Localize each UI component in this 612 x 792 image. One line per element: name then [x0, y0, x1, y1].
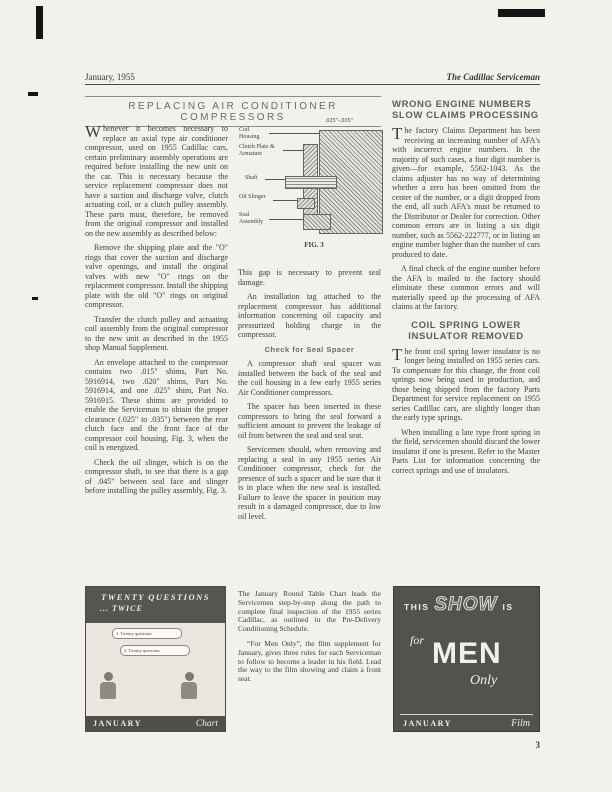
speech-bubble: 2. Twenty questions — [120, 645, 190, 656]
main-article-column-2 — [238, 268, 381, 526]
figure-dimension-label: .025"-.035" — [325, 118, 353, 124]
promo-left-footer-type: Chart — [195, 718, 218, 729]
promo-left-header-line2: ... TWICE — [100, 604, 143, 613]
scan-artifact — [32, 297, 38, 300]
article-subheading: Check for Seal Spacer — [264, 344, 355, 354]
promo-right-headline — [394, 587, 539, 616]
figure-label-coil-housing: Coil Housing — [239, 127, 260, 140]
figure-seal-assembly-shape — [303, 214, 331, 230]
figure-caption: FIG. 3 — [304, 241, 324, 249]
figure-label-oil-slinger: Oil Slinger — [239, 194, 266, 200]
article-paragraph: A compressor shaft seal spacer was installed between the back of the seal and the coil housing in a few early 1955 series Air Conditioner compressors. — [238, 359, 381, 397]
right-column — [392, 99, 540, 480]
publication-title: The Cadillac Serviceman — [446, 72, 540, 82]
promo-paragraph: The January Round Table Chart leads the Servicemen step-by-step along the path to complete final inspection of the 1955 series Cadillac, as outlined in the Pre-Delivery Conditioning Schedule. — [238, 589, 381, 634]
article-paragraph: Transfer the clutch pulley and actuating coil assembly from the original compressor to the new unit as described in the 1955 shop Manual Supplement. — [85, 314, 228, 352]
promo-right-word-show: SHOW — [434, 594, 498, 615]
cartoon-person — [181, 672, 197, 699]
article-paragraph: An envelope attached to the compressor contains two .015" shims, Part No. 5916914, two .020" shims, Part No. 5916914, and one .025" shim, Part No. 5916915. These shims are provided to enable the Serviceman to obtain the proper clearance (.025" to .035") between the rear clutch face and the front face of the compressor coil housing, Fig. 3, when the coil is energized. — [85, 357, 228, 452]
article-paragraph: Remove the shipping plate and the "O" rings that cover the suction and discharge valve openings, and install the original valves with new "O" rings on the replacement compressor. Install the shipping plate with the old "O" rings on original compressor. — [85, 243, 228, 309]
article-paragraph: An installation tag attached to the replacement compressor has additional information concerning oil capacity and pressurized holding charge in the compressor. — [238, 292, 381, 339]
promo-left-header-line1: TWENTY QUESTIONS — [101, 592, 210, 602]
article-paragraph: This gap is necessary to prevent seal damage. — [238, 268, 381, 287]
article-paragraph: Servicemen should, when removing and replacing a seal in any 1955 series Air Conditioner compressor, check for the presence of such a spacer and be sure that it is in place when the new seal is installed. Failure to leave the spacer in position may result in a damaged compressor, due to low oil level. — [238, 445, 381, 521]
promo-left-header — [86, 587, 225, 623]
cartoon-person-body — [181, 682, 197, 699]
figure-leader-line — [273, 200, 297, 201]
promo-right-footer-type: Film — [511, 717, 530, 729]
speech-bubble: 1. Twenty questions — [112, 628, 182, 639]
issue-date: January, 1955 — [85, 72, 135, 82]
promo-right-word-only: Only — [470, 673, 498, 688]
masthead — [85, 72, 540, 85]
promo-right-footer — [400, 714, 533, 731]
promo-right-footer-month: JANUARY — [403, 718, 452, 728]
figure-leader-line — [265, 179, 285, 180]
scan-artifact — [36, 6, 43, 39]
promo-right-word-men: MEN — [432, 637, 502, 670]
promo-box-twenty-questions — [85, 586, 226, 732]
spring-article-title-line1: COIL SPRING LOWER — [411, 319, 521, 331]
figure-shaft-shape — [285, 176, 337, 189]
cartoon-person-head — [104, 672, 113, 681]
spring-article-title — [392, 320, 540, 342]
promo-right-word-this: THIS — [404, 602, 430, 612]
spring-article-title-line2: INSULATOR REMOVED — [408, 330, 524, 342]
main-article-column-1 — [85, 124, 228, 501]
figure-leader-line — [283, 150, 303, 151]
figure-compressor-diagram — [239, 118, 387, 264]
article-paragraph: The spacer has been inserted in these compressors to bring the seal forward a sufficient amount to prevent the leakage of oil from between the seal and seal seat. — [238, 402, 381, 440]
cartoon-person-head — [185, 672, 194, 681]
engine-article-title-line1: WRONG ENGINE NUMBERS — [392, 99, 532, 110]
figure-label-seal-assembly: Seal Assembly — [239, 212, 263, 225]
promo-left-footer — [86, 716, 225, 731]
figure-leader-line — [269, 133, 319, 134]
page-number: 3 — [535, 740, 540, 750]
article-paragraph: Whenever it becomes necessary to replace an axial type air conditioner compressor, used on 1955 Cadillac cars, certain preliminary assembly operations are required before installing the new unit on the car. This is necessary because the service replacement compressor does not have a suction and discharge valve, clutch actuating coil, or a clutch pulley assembly. These parts must, therefore, be removed from the original compressor and installed on the new assembly as described below: — [85, 122, 228, 238]
figure-leader-line — [269, 219, 303, 220]
article-paragraph: A final check of the engine number before the AFA is mailed to the factory should eliminate these common errors and will materially speed up the processing of AFA claims at the factory. — [392, 264, 540, 311]
promo-right-word-for: for — [410, 633, 425, 647]
article-paragraph: When installing a late type front spring in the field, servicemen should discard the lower insulator if one is present. Refer to the Master Parts List for information concerning the correct springs and use of insulators. — [392, 427, 540, 475]
cartoon-person — [100, 672, 116, 699]
main-article-title: REPLACING AIR CONDITIONER COMPRESSORS — [85, 96, 381, 127]
figure-label-shaft: Shaft — [245, 175, 258, 181]
scan-artifact — [28, 92, 38, 96]
promo-left-footer-month: JANUARY — [93, 719, 142, 728]
engine-article-title-line2: SLOW CLAIMS PROCESSING — [392, 110, 539, 121]
promo-box-this-show-is — [393, 586, 540, 732]
article-paragraph: The factory Claims Department has been receiving an increasing number of AFA's with incorrect engine numbers. In the majority of such cases, a four digit number is given—for example, 5562-1043. As the claims adjuster has no way of determining whether a zero has been omitted from the center of the number, or a digit dropped from the end, all such AFA's must be returned to the Distributor or Dealer for correction. Other common errors are in listing a six digit number, such as 5562-222777, or in listing an engine number higher than the number of cars produced to date. — [392, 124, 540, 259]
cartoon-person-body — [100, 682, 116, 699]
figure-label-clutch-plate: Clutch Plate & Armature — [239, 144, 275, 157]
promo-right-word-is: IS — [502, 602, 514, 612]
scan-artifact — [498, 9, 545, 17]
article-paragraph: The front coil spring lower insulator is no longer being installed on 1955 series cars. To compensate for this change, the front coil springs now being used in production, and those being shipped from the factory Parts Department for service replacement on 1955 series Cadillac cars, are slightly longer than the early type springs. — [392, 344, 540, 422]
promo-center-text — [238, 590, 381, 690]
promo-cartoon — [86, 623, 225, 702]
figure-oil-slinger-shape — [297, 198, 315, 209]
promo-paragraph: “For Men Only”, the film supplement for January, gives three rules for each Serviceman to follow to become a leader in his field. Lead the way to the film showing and claim a front seat. — [238, 638, 381, 684]
article-paragraph: Check the oil slinger, which is on the compressor shaft, to see that there is a gap of .045" between seal face and slinger before installing the pulley assembly, Fig. 3. — [85, 457, 228, 495]
engine-article-title — [392, 99, 540, 121]
